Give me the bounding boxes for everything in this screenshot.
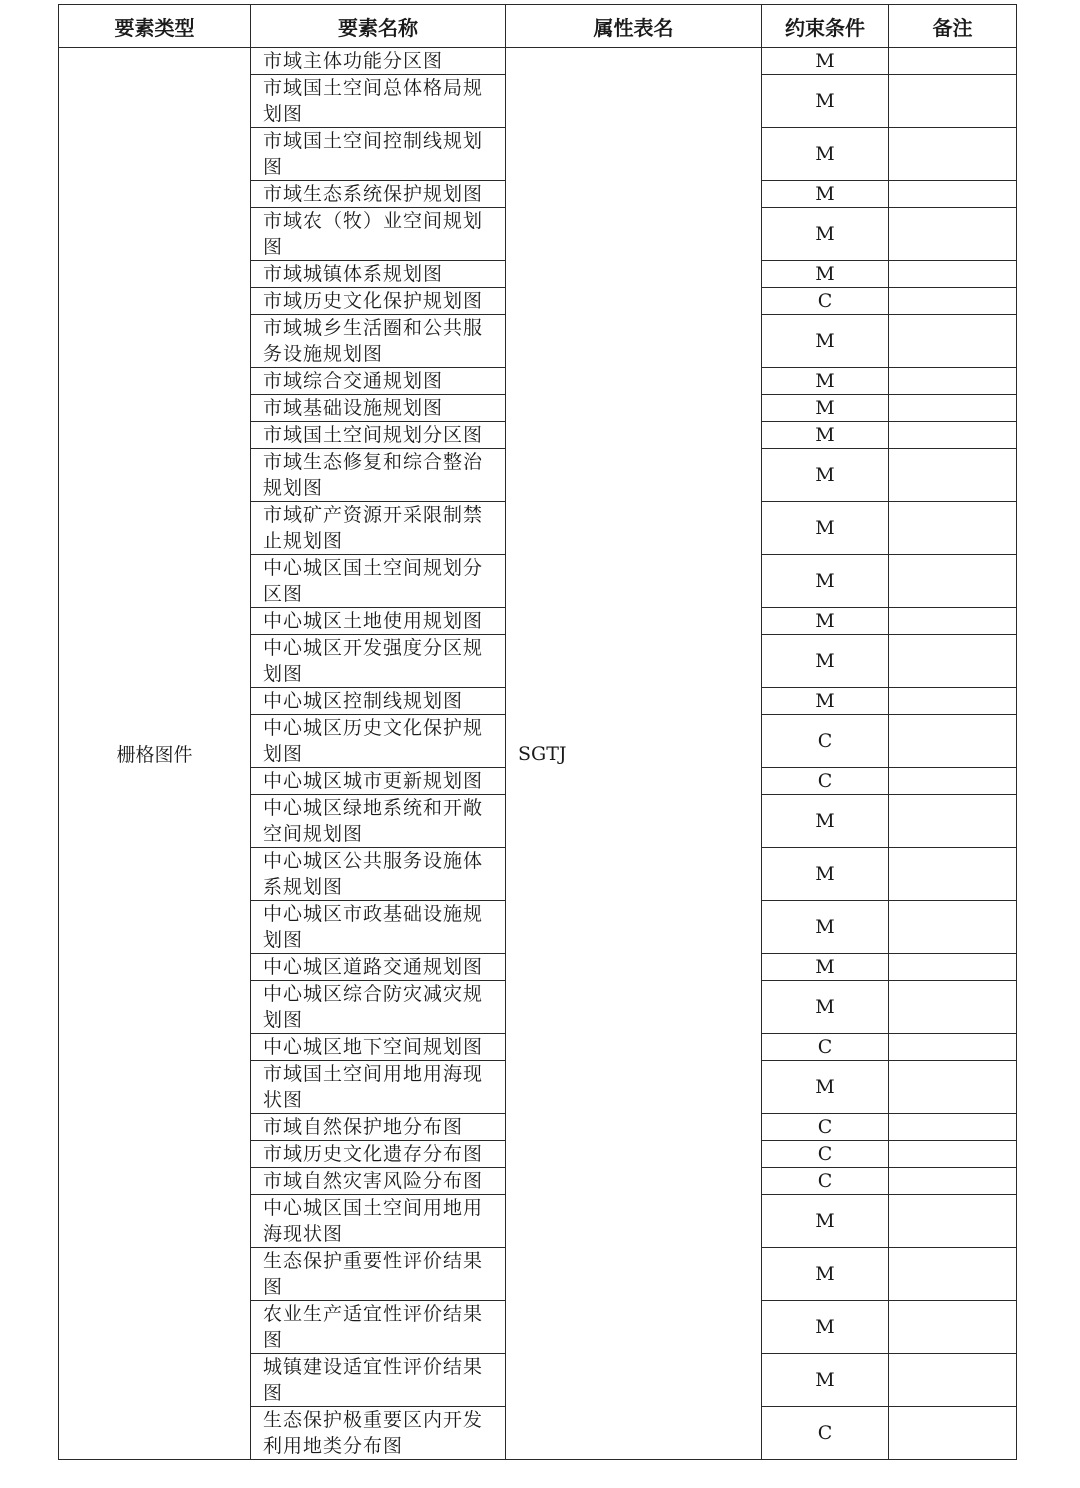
- note-cell: [889, 502, 1017, 555]
- constraint-cell: M: [762, 635, 889, 688]
- constraint-cell: M: [762, 688, 889, 715]
- element-name-cell: 市域生态系统保护规划图: [251, 181, 506, 208]
- element-name-cell: 中心城区历史文化保护规划图: [251, 715, 506, 768]
- note-cell: [889, 181, 1017, 208]
- table-body: [59, 48, 1017, 1460]
- element-name-cell: 中心城区开发强度分区规划图: [251, 635, 506, 688]
- note-cell: [889, 688, 1017, 715]
- note-cell: [889, 128, 1017, 181]
- table-name-cell: SGTJ: [506, 48, 762, 1460]
- note-cell: [889, 422, 1017, 449]
- note-cell: [889, 315, 1017, 368]
- element-name-cell: 生态保护重要性评价结果图: [251, 1248, 506, 1301]
- element-name-cell: 市域国土空间规划分区图: [251, 422, 506, 449]
- note-cell: [889, 555, 1017, 608]
- note-cell: [889, 901, 1017, 954]
- header-constraint: 约束条件: [762, 5, 889, 48]
- constraint-cell: M: [762, 315, 889, 368]
- note-cell: [889, 1141, 1017, 1168]
- element-name-cell: 市域基础设施规划图: [251, 395, 506, 422]
- element-type-cell: 栅格图件: [59, 48, 251, 1460]
- note-cell: [889, 395, 1017, 422]
- note-cell: [889, 981, 1017, 1034]
- constraint-cell: M: [762, 848, 889, 901]
- constraint-cell: C: [762, 768, 889, 795]
- constraint-cell: C: [762, 1034, 889, 1061]
- constraint-cell: M: [762, 1354, 889, 1407]
- constraint-cell: M: [762, 395, 889, 422]
- note-cell: [889, 608, 1017, 635]
- element-name-cell: 中心城区城市更新规划图: [251, 768, 506, 795]
- element-name-cell: 中心城区地下空间规划图: [251, 1034, 506, 1061]
- constraint-cell: M: [762, 128, 889, 181]
- element-name-cell: 中心城区市政基础设施规划图: [251, 901, 506, 954]
- table-row: [59, 48, 1017, 75]
- element-name-cell: 中心城区公共服务设施体系规划图: [251, 848, 506, 901]
- element-name-cell: 市域历史文化保护规划图: [251, 288, 506, 315]
- element-name-cell: 中心城区道路交通规划图: [251, 954, 506, 981]
- constraint-cell: M: [762, 449, 889, 502]
- note-cell: [889, 1354, 1017, 1407]
- note-cell: [889, 954, 1017, 981]
- element-name-cell: 中心城区国土空间规划分区图: [251, 555, 506, 608]
- constraint-cell: C: [762, 1168, 889, 1195]
- note-cell: [889, 449, 1017, 502]
- constraint-cell: M: [762, 795, 889, 848]
- constraint-cell: M: [762, 1248, 889, 1301]
- element-name-cell: 中心城区绿地系统和开敞空间规划图: [251, 795, 506, 848]
- element-name-cell: 市域农（牧）业空间规划图: [251, 208, 506, 261]
- constraint-cell: M: [762, 555, 889, 608]
- note-cell: [889, 288, 1017, 315]
- note-cell: [889, 768, 1017, 795]
- header-element-type: 要素类型: [59, 5, 251, 48]
- constraint-cell: M: [762, 608, 889, 635]
- element-name-cell: 市域主体功能分区图: [251, 48, 506, 75]
- element-name-cell: 生态保护极重要区内开发利用地类分布图: [251, 1407, 506, 1460]
- element-name-cell: 市域自然灾害风险分布图: [251, 1168, 506, 1195]
- constraint-cell: M: [762, 181, 889, 208]
- constraint-cell: M: [762, 981, 889, 1034]
- note-cell: [889, 1114, 1017, 1141]
- element-name-cell: 市域矿产资源开采限制禁止规划图: [251, 502, 506, 555]
- element-table: [58, 4, 1017, 1460]
- note-cell: [889, 1407, 1017, 1460]
- constraint-cell: C: [762, 715, 889, 768]
- note-cell: [889, 848, 1017, 901]
- constraint-cell: C: [762, 288, 889, 315]
- element-name-cell: 市域综合交通规划图: [251, 368, 506, 395]
- constraint-cell: C: [762, 1141, 889, 1168]
- element-name-cell: 中心城区国土空间用地用海现状图: [251, 1195, 506, 1248]
- constraint-cell: M: [762, 1061, 889, 1114]
- note-cell: [889, 208, 1017, 261]
- note-cell: [889, 1195, 1017, 1248]
- note-cell: [889, 1168, 1017, 1195]
- element-name-cell: 市域生态修复和综合整治规划图: [251, 449, 506, 502]
- element-name-cell: 中心城区综合防灾减灾规划图: [251, 981, 506, 1034]
- element-name-cell: 市域自然保护地分布图: [251, 1114, 506, 1141]
- header-element-name: 要素名称: [251, 5, 506, 48]
- constraint-cell: C: [762, 1407, 889, 1460]
- note-cell: [889, 1248, 1017, 1301]
- constraint-cell: M: [762, 901, 889, 954]
- note-cell: [889, 1034, 1017, 1061]
- element-name-cell: 中心城区控制线规划图: [251, 688, 506, 715]
- header-table-name: 属性表名: [506, 5, 762, 48]
- element-name-cell: 市域国土空间总体格局规划图: [251, 75, 506, 128]
- note-cell: [889, 715, 1017, 768]
- element-name-cell: 市域国土空间用地用海现状图: [251, 1061, 506, 1114]
- constraint-cell: M: [762, 1301, 889, 1354]
- constraint-cell: M: [762, 261, 889, 288]
- note-cell: [889, 368, 1017, 395]
- constraint-cell: M: [762, 368, 889, 395]
- element-name-cell: 市域历史文化遗存分布图: [251, 1141, 506, 1168]
- element-name-cell: 农业生产适宜性评价结果图: [251, 1301, 506, 1354]
- note-cell: [889, 1061, 1017, 1114]
- note-cell: [889, 795, 1017, 848]
- element-name-cell: 市域城镇体系规划图: [251, 261, 506, 288]
- element-name-cell: 市域城乡生活圈和公共服务设施规划图: [251, 315, 506, 368]
- header-note: 备注: [889, 5, 1017, 48]
- constraint-cell: C: [762, 1114, 889, 1141]
- constraint-cell: M: [762, 1195, 889, 1248]
- constraint-cell: M: [762, 208, 889, 261]
- element-name-cell: 中心城区土地使用规划图: [251, 608, 506, 635]
- note-cell: [889, 635, 1017, 688]
- note-cell: [889, 1301, 1017, 1354]
- note-cell: [889, 75, 1017, 128]
- constraint-cell: M: [762, 502, 889, 555]
- note-cell: [889, 48, 1017, 75]
- header-row: [59, 5, 1017, 48]
- constraint-cell: M: [762, 954, 889, 981]
- constraint-cell: M: [762, 75, 889, 128]
- element-name-cell: 市域国土空间控制线规划图: [251, 128, 506, 181]
- element-name-cell: 城镇建设适宜性评价结果图: [251, 1354, 506, 1407]
- constraint-cell: M: [762, 422, 889, 449]
- constraint-cell: M: [762, 48, 889, 75]
- note-cell: [889, 261, 1017, 288]
